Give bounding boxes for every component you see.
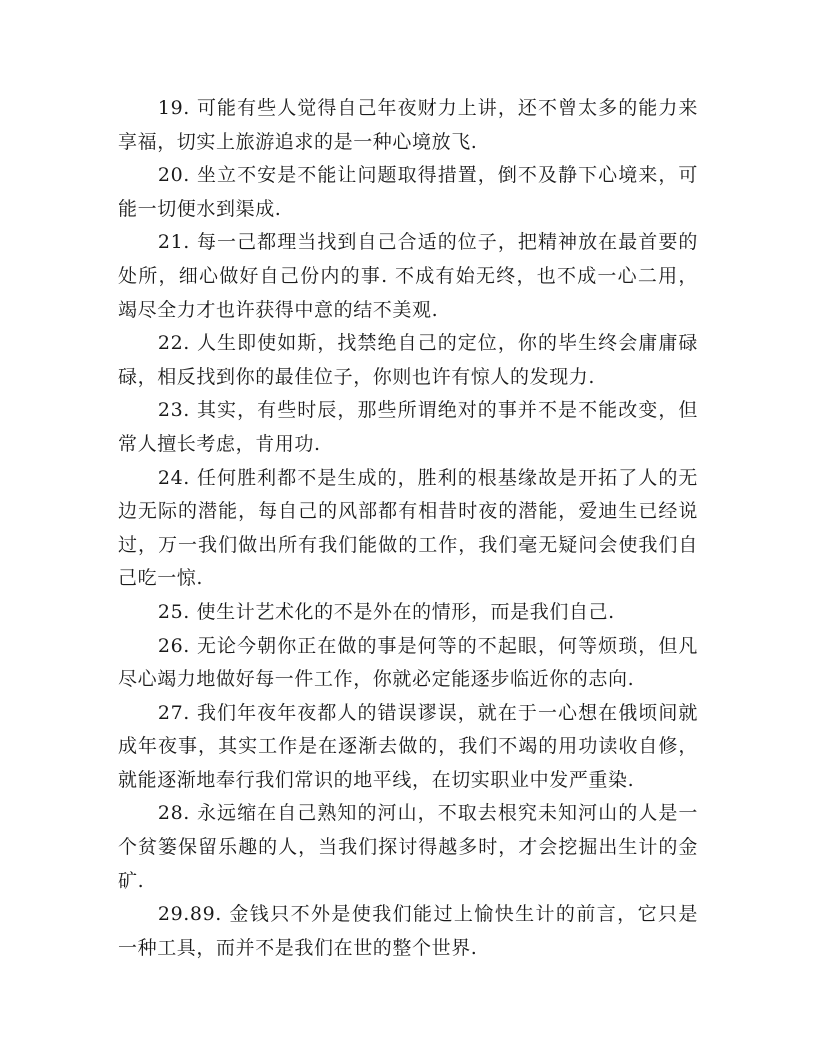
paragraph-22: 22. 人生即使如斯，找禁绝自己的定位，你的毕生终会庸庸碌碌，相反找到你的最佳位子，你则也许有惊人的发现力. — [118, 332, 698, 388]
paragraph-26: 26. 无论今朝你正在做的事是何等的不起眼，何等烦琐，但凡尽心竭力地做好每一件工作，你就必定能逐步临近你的志向. — [118, 634, 698, 691]
paragraph-24: 24. 任何胜利都不是生成的，胜利的根基缘故是开拓了人的无边无际的潜能，每自己的风部都有相昔时夜的潜能，爱迪生已经说过，万一我们做出所有我们能做的工作，我们毫无疑问会使我们自己吃一惊. — [118, 466, 698, 590]
paragraph-23: 23. 其实，有些时辰，那些所谓绝对的事并不是不能改变，但常人擅长考虑，肯用功. — [118, 399, 698, 455]
paragraph-25: 25. 使生计艺术化的不是外在的情形，而是我们自己. — [157, 600, 615, 623]
paragraph-28: 28. 永远缩在自己熟知的河山，不取去根究未知河山的人是一个贫篓保留乐趣的人，当我们探讨得越多时，才会挖掘出生计的金矿. — [118, 802, 698, 892]
document-body — [118, 92, 698, 965]
paragraph-27: 27. 我们年夜年夜都人的错误谬误，就在于一心想在俄顷间就成年夜事，其实工作是在逐渐去做的，我们不竭的用功读收自修，就能逐渐地奉行我们常识的地平线，在切实职业中发严重染. — [118, 701, 698, 791]
paragraph-21: 21. 每一己都理当找到自己合适的位子，把精神放在最首要的处所，细心做好自己份内的事. 不成有始无终，也不成一心二用，竭尽全力才也许获得中意的结不美观. — [118, 231, 698, 321]
paragraph-29: 29.89. 金钱只不外是使我们能过上愉快生计的前言，它只是一种工具，而并不是我们在世的整个世界. — [118, 903, 698, 959]
paragraph-20: 20. 坐立不安是不能让问题取得措置，倒不及静下心境来，可能一切便水到渠成. — [118, 164, 698, 220]
paragraph-19: 19. 可能有些人觉得自己年夜财力上讲，还不曾太多的能力来享福，切实上旅游追求的是一种心境放飞. — [118, 97, 698, 153]
